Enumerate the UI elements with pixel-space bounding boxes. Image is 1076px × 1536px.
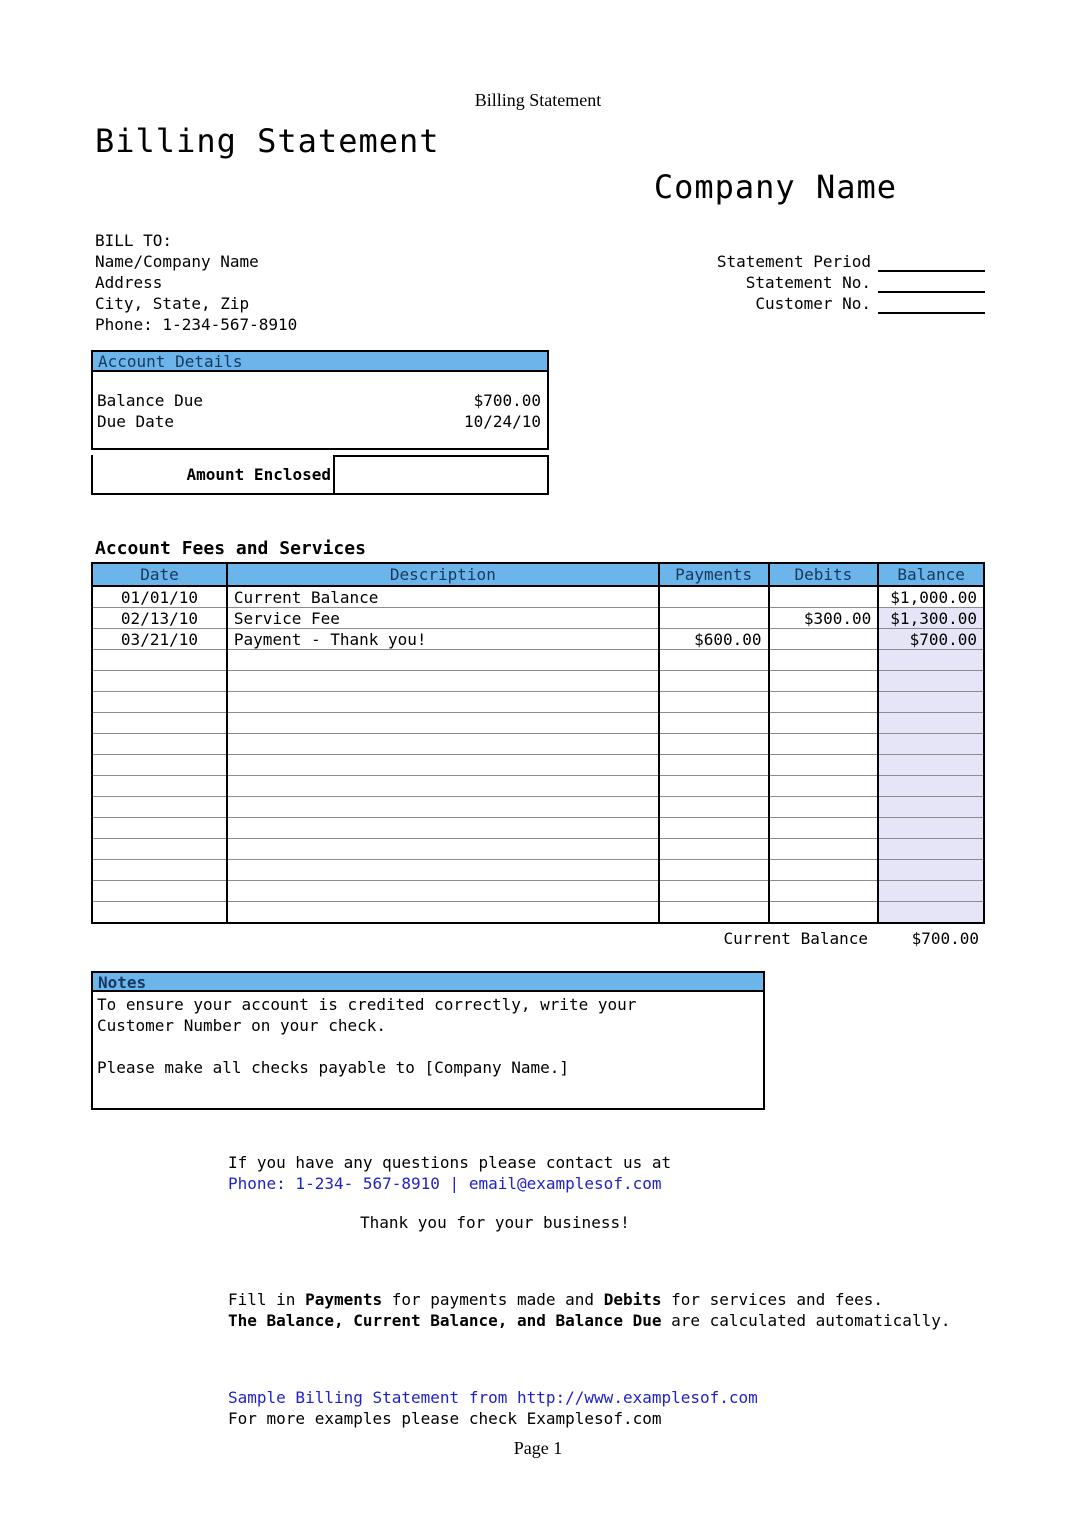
cell-empty (659, 713, 769, 734)
table-row-empty (92, 692, 984, 713)
cell-date: 02/13/10 (92, 608, 227, 629)
cell-empty (659, 839, 769, 860)
notes-line: Customer Number on your check. (97, 1016, 386, 1035)
cell-empty (92, 650, 227, 671)
cell-empty (769, 818, 879, 839)
cell-empty (92, 797, 227, 818)
notes-line: To ensure your account is credited correctly, write your (97, 995, 637, 1014)
current-balance-label: Current Balance (723, 929, 868, 948)
table-row (92, 586, 984, 608)
cell-empty (659, 650, 769, 671)
account-details-header: Account Details (91, 350, 549, 372)
cell-empty (92, 902, 227, 924)
cell-empty (769, 734, 879, 755)
cell-empty (769, 713, 879, 734)
cell-empty (659, 902, 769, 924)
balance-due-label: Balance Due (97, 391, 203, 410)
cell-date: 01/01/10 (92, 586, 227, 608)
statement-fields (717, 251, 985, 335)
amount-enclosed-input[interactable] (333, 455, 549, 495)
statement-period-row (717, 251, 985, 272)
statement-period-input[interactable] (878, 253, 985, 272)
cell-empty (227, 797, 659, 818)
customer-no-label: Customer No. (755, 294, 871, 313)
instructions-line-1 (228, 1289, 985, 1310)
cell-payments (659, 608, 769, 629)
statement-period-label: Statement Period (716, 252, 871, 271)
statement-no-row (717, 272, 985, 293)
cell-balance: $1,000.00 (878, 586, 984, 608)
table-row-empty (92, 755, 984, 776)
due-date-label: Due Date (97, 412, 175, 431)
address-section (91, 230, 985, 335)
bill-to-block (91, 230, 297, 335)
cell-empty (227, 671, 659, 692)
cell-date: 03/21/10 (92, 629, 227, 650)
cell-empty (659, 818, 769, 839)
balance-due-value: $700.00 (473, 391, 541, 410)
table-row-empty (92, 713, 984, 734)
notes-box (91, 971, 765, 1110)
instructions-text: are calculated automatically. (661, 1311, 951, 1330)
payments-emphasis: Payments (305, 1290, 383, 1309)
table-row (92, 608, 984, 629)
cell-empty (227, 692, 659, 713)
cell-empty (227, 755, 659, 776)
cell-empty (92, 818, 227, 839)
cell-empty (769, 902, 879, 924)
instructions-text: for services and fees. (661, 1290, 884, 1309)
cell-debits (769, 629, 879, 650)
customer-no-input[interactable] (878, 295, 985, 314)
cell-empty (227, 902, 659, 924)
cell-empty (92, 839, 227, 860)
sample-block (228, 1387, 985, 1429)
table-row-empty (92, 902, 984, 924)
cell-empty (227, 818, 659, 839)
customer-no-row (717, 293, 985, 314)
cell-payments (659, 586, 769, 608)
table-row-empty (92, 671, 984, 692)
cell-empty (878, 818, 984, 839)
cell-empty (92, 734, 227, 755)
cell-empty (227, 839, 659, 860)
balance-emphasis: The Balance, Current Balance, and Balance Due (228, 1311, 662, 1330)
cell-empty (92, 776, 227, 797)
instructions-block (228, 1289, 985, 1331)
cell-empty (659, 755, 769, 776)
instructions-text: Fill in (228, 1290, 306, 1309)
cell-empty (227, 734, 659, 755)
bill-to-label: BILL TO: (95, 231, 173, 250)
page-title: Billing Statement (95, 122, 440, 160)
cell-description: Payment - Thank you! (227, 629, 659, 650)
cell-empty (878, 692, 984, 713)
cell-empty (878, 860, 984, 881)
col-header-date: Date (92, 563, 227, 586)
cell-empty (878, 671, 984, 692)
cell-empty (769, 776, 879, 797)
cell-empty (878, 713, 984, 734)
contact-block (228, 1152, 985, 1194)
cell-empty (878, 650, 984, 671)
amount-enclosed-row (91, 455, 549, 495)
col-header-description: Description (227, 563, 659, 586)
col-header-balance: Balance (878, 563, 984, 586)
current-balance-summary (91, 928, 985, 949)
cell-empty (227, 650, 659, 671)
cell-empty (878, 755, 984, 776)
cell-empty (659, 776, 769, 797)
cell-empty (769, 881, 879, 902)
cell-empty (92, 671, 227, 692)
cell-empty (227, 713, 659, 734)
company-name: Company Name (653, 168, 897, 206)
col-header-debits: Debits (769, 563, 879, 586)
cell-payments: $600.00 (659, 629, 769, 650)
sample-more-examples: For more examples please check Examplesof.com (228, 1409, 662, 1428)
cell-empty (92, 860, 227, 881)
cell-empty (659, 860, 769, 881)
contact-line: If you have any questions please contact us at (228, 1153, 672, 1172)
statement-no-label: Statement No. (745, 273, 871, 292)
cell-empty (878, 881, 984, 902)
fees-table (91, 562, 985, 924)
cell-description: Service Fee (227, 608, 659, 629)
current-balance-value: $700.00 (911, 929, 979, 948)
account-details-body (91, 372, 549, 450)
page-number: Page 1 (513, 1438, 563, 1458)
due-date-value: 10/24/10 (463, 412, 541, 431)
cell-empty (659, 797, 769, 818)
cell-empty (878, 776, 984, 797)
amount-enclosed-label: Amount Enclosed (186, 465, 331, 484)
cell-empty (227, 881, 659, 902)
table-row-empty (92, 839, 984, 860)
cell-empty (769, 671, 879, 692)
balance-due-row (97, 390, 541, 411)
instructions-text: for payments made and (382, 1290, 604, 1309)
cell-empty (769, 860, 879, 881)
fees-table-body (92, 586, 984, 923)
sample-source-link[interactable]: Sample Billing Statement from http://www.examplesof.com (228, 1388, 758, 1407)
cell-balance: $700.00 (878, 629, 984, 650)
cell-empty (769, 755, 879, 776)
cell-empty (227, 860, 659, 881)
table-row (92, 629, 984, 650)
notes-line (97, 1036, 758, 1057)
document-header: Billing Statement (474, 90, 602, 110)
bill-to-city: City, State, Zip (95, 294, 250, 313)
col-header-payments: Payments (659, 563, 769, 586)
cell-empty (878, 839, 984, 860)
notes-line: Please make all checks payable to [Company Name.] (97, 1058, 570, 1077)
cell-debits (769, 586, 879, 608)
cell-empty (769, 797, 879, 818)
table-row-empty (92, 797, 984, 818)
cell-empty (659, 734, 769, 755)
table-row-empty (92, 860, 984, 881)
table-row-empty (92, 818, 984, 839)
table-header-row (92, 563, 984, 586)
instructions-line-2 (228, 1310, 985, 1331)
cell-debits: $300.00 (769, 608, 879, 629)
cell-description: Current Balance (227, 586, 659, 608)
notes-body (91, 992, 765, 1110)
bill-to-phone: Phone: 1-234-567-8910 (95, 315, 298, 334)
cell-empty (878, 902, 984, 924)
table-row-empty (92, 881, 984, 902)
notes-header: Notes (91, 971, 765, 992)
cell-empty (227, 776, 659, 797)
cell-empty (659, 692, 769, 713)
account-details-box (91, 350, 549, 495)
table-row-empty (92, 734, 984, 755)
cell-empty (92, 755, 227, 776)
cell-empty (769, 839, 879, 860)
cell-empty (878, 734, 984, 755)
cell-empty (769, 692, 879, 713)
fees-table-heading: Account Fees and Services (95, 538, 366, 559)
cell-empty (659, 671, 769, 692)
cell-empty (878, 797, 984, 818)
cell-empty (92, 692, 227, 713)
cell-empty (92, 713, 227, 734)
cell-empty (769, 650, 879, 671)
table-row-empty (92, 776, 984, 797)
cell-balance: $1,300.00 (878, 608, 984, 629)
thank-you-line: Thank you for your business! (360, 1213, 630, 1232)
table-row-empty (92, 650, 984, 671)
due-date-row (97, 411, 541, 432)
bill-to-name: Name/Company Name (95, 252, 259, 271)
debits-emphasis: Debits (603, 1290, 662, 1309)
contact-phone-email-link[interactable]: Phone: 1-234- 567-8910 | email@examplesof.com (228, 1174, 662, 1193)
statement-no-input[interactable] (878, 274, 985, 293)
cell-empty (92, 881, 227, 902)
bill-to-address: Address (95, 273, 163, 292)
cell-empty (659, 881, 769, 902)
